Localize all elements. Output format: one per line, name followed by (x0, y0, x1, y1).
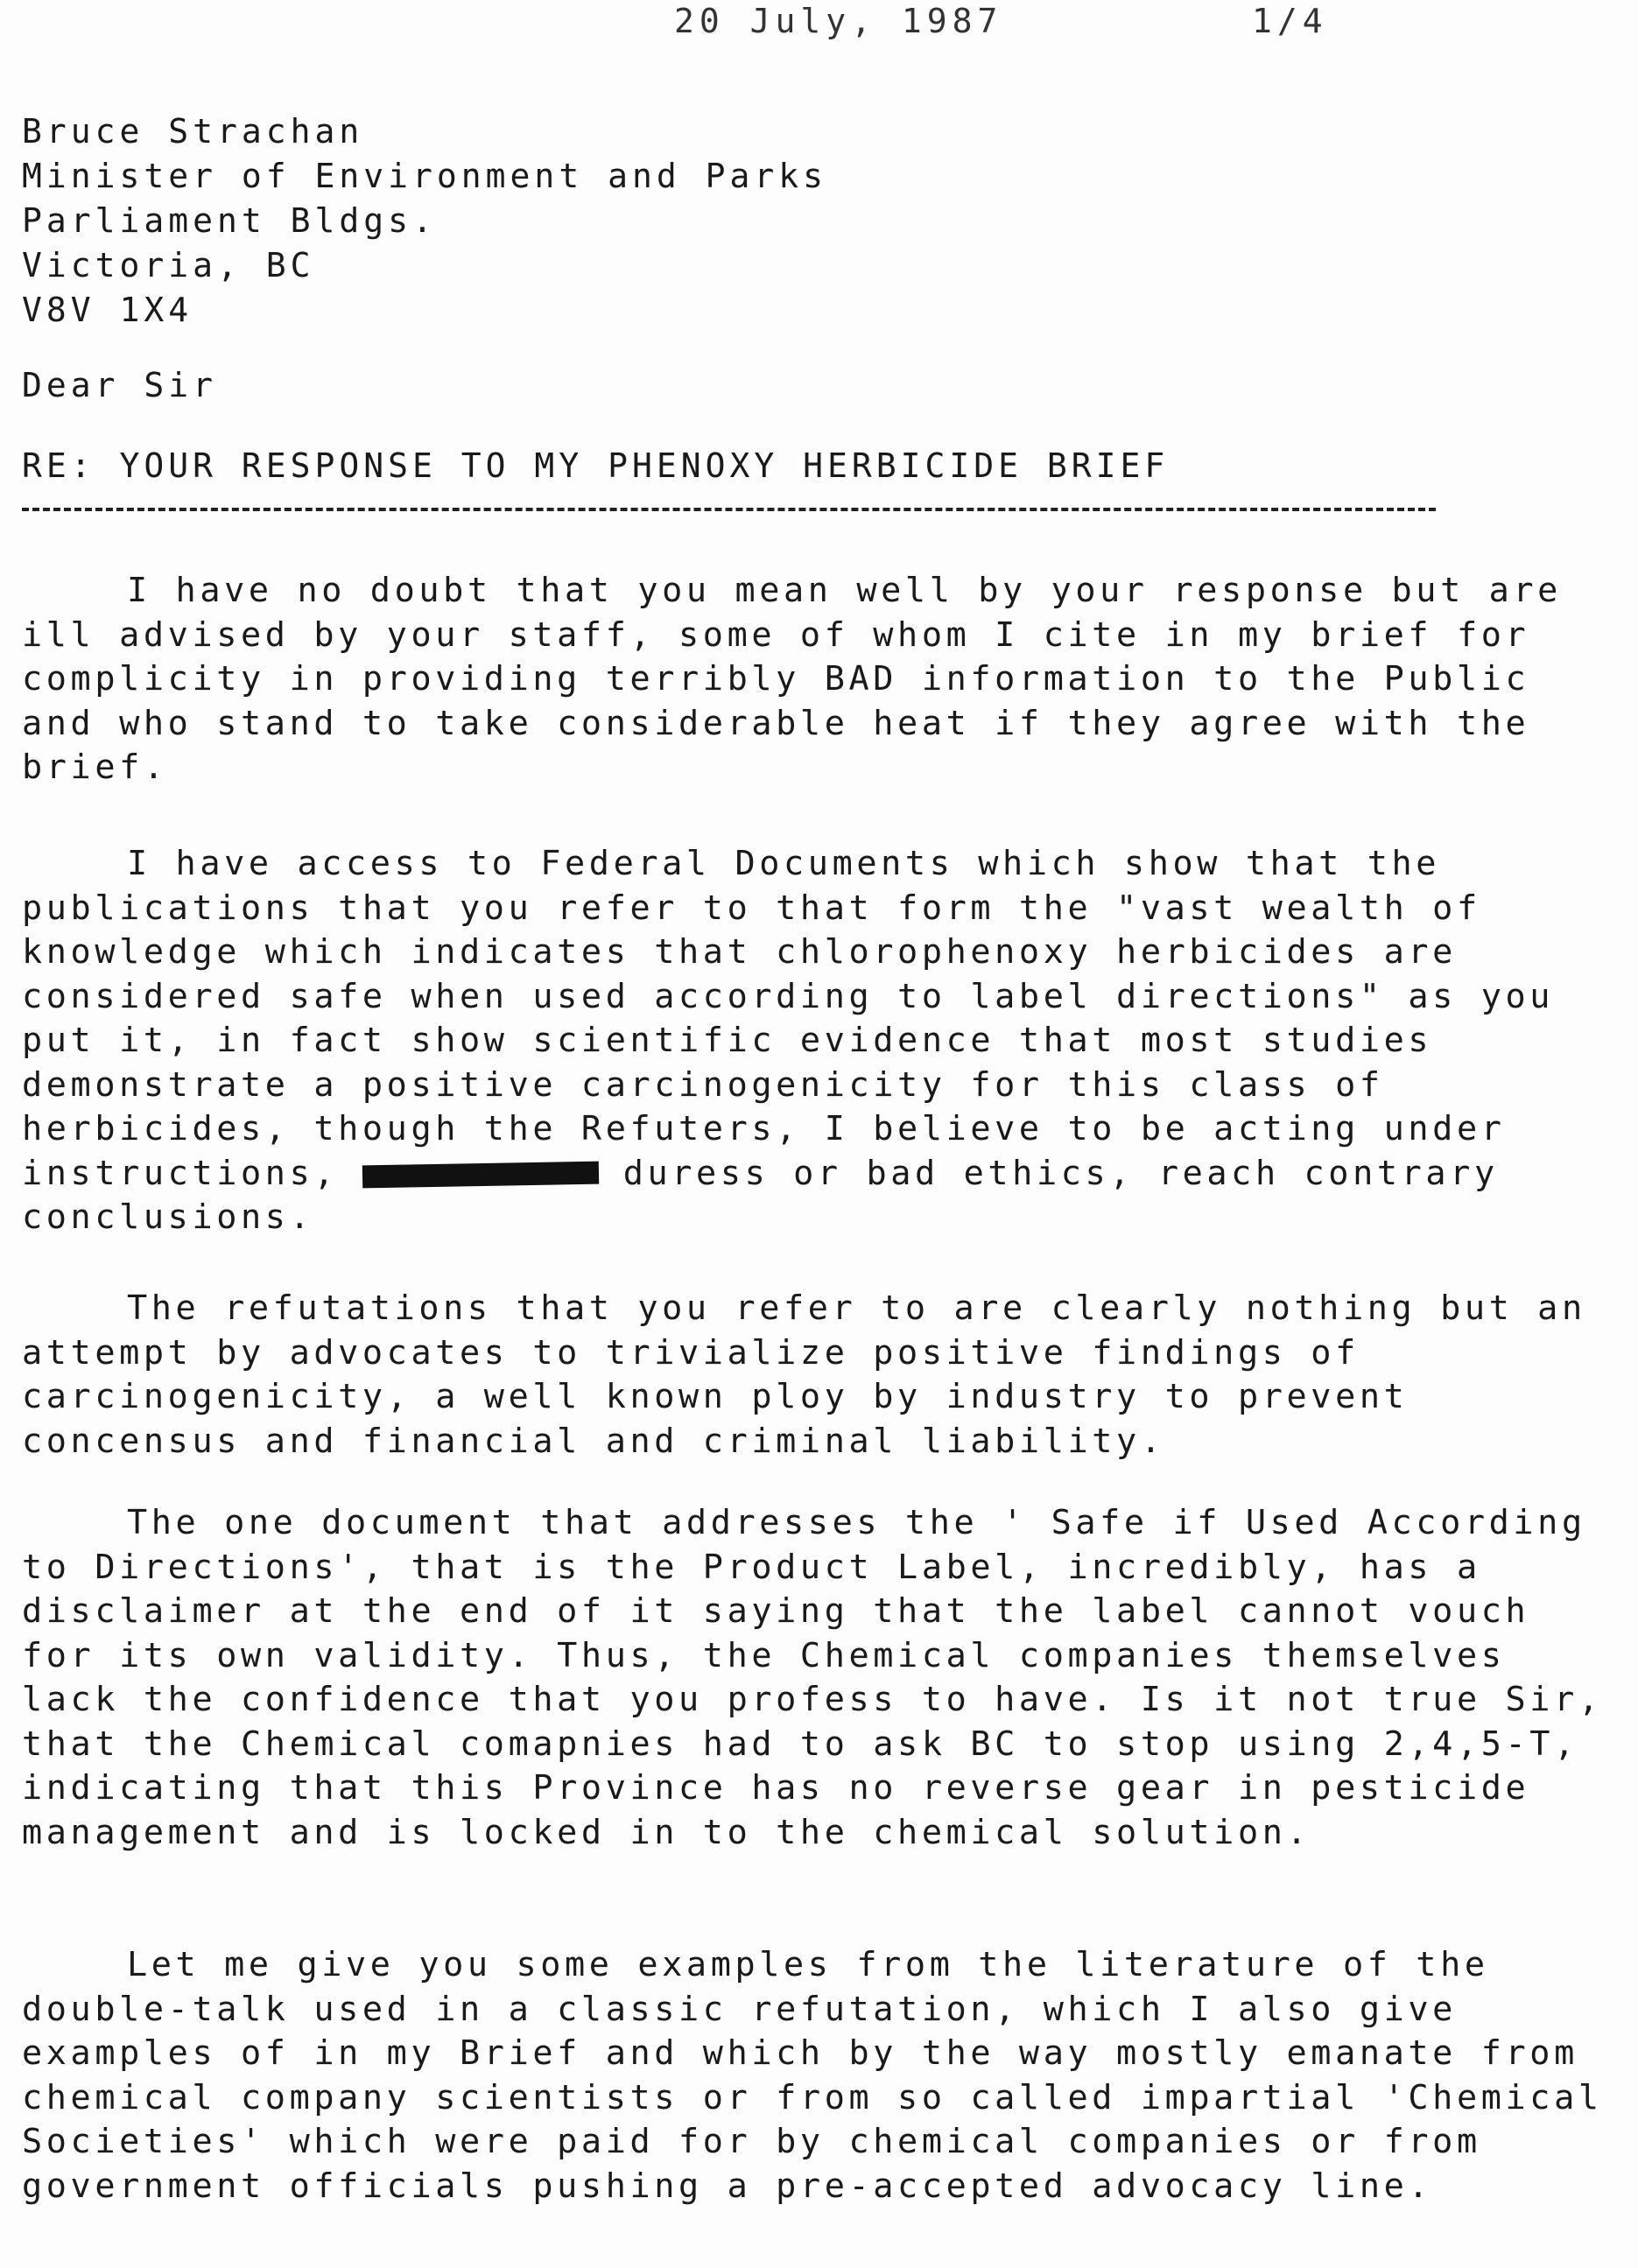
salutation: Dear Sir (22, 366, 218, 404)
redaction-mark (362, 1162, 599, 1189)
address-line: V8V 1X4 (22, 291, 193, 329)
paragraph-2-tail: duress or bad ethics, reach contrary conclusions. (22, 1153, 1499, 1237)
address-line: Parliament Bldgs. (22, 201, 437, 240)
paragraph-3: The refutations that you refer to are clearly nothing but an attempt by advocates to trivialize positive findings of carcinogenicity, a well known ploy by industry to prevent concensus and financial and criminal liability. (22, 1288, 1586, 1461)
paragraph-1: I have no doubt that you mean well by your response but are ill advised by your staff, some of whom I cite in my brief for complicity in providing terribly BAD information to the Public and who stand to take considerable heat if they agree with the brief. (22, 571, 1562, 787)
paragraph-5: Let me give you some examples from the literature of the double-talk used in a classic refutation, which I also give examples of in my Brief and which by the way mostly emanate from chemical company scientists or from so called impartial 'Chemical Societies' which were paid for by chemical companies or from government officials pushing a pre-accepted advocacy line. (22, 1945, 1603, 2206)
recipient-address (22, 109, 827, 333)
page-number: 1/4 (1252, 2, 1328, 40)
address-line: Victoria, BC (22, 246, 315, 284)
letter-date: 20 July, 1987 (674, 2, 1003, 40)
address-line: Minister of Environment and Parks (22, 157, 827, 195)
paragraph-2-text: I have access to Federal Documents which show that the publications that you refer to that form the "vast wealth of knowledge which indicates that chlorophenoxy herbicides are considered safe when used according to label directions" as you put it, in fact show scientific evidence that most studies demonstrate a positive carcinogenicity for this class of herbicides, though the Refuters, I believe to be acting under instructions, (22, 844, 1555, 1193)
paragraph-4: The one document that addresses the ' Safe if Used According to Directions', that is the Product Label, incredibly, has a disclaimer at the end of it saying that the label cannot vouch for its own validity. Thus, the Chemical companies themselves lack the confidence that you profess to have. Is it not true Sir, that the Chemical comapnies had to ask BC to stop using 2,4,5-T, indicating that this Province has no reverse gear in pesticide management and is locked in to the chemical solution. (22, 1503, 1603, 1852)
address-line: Bruce Strachan (22, 112, 364, 151)
subject-line: RE: YOUR RESPONSE TO MY PHENOXY HERBICIDE BRIEF (22, 446, 1170, 485)
paragraph-2 (22, 842, 1624, 1240)
subject-underline (22, 508, 1436, 511)
